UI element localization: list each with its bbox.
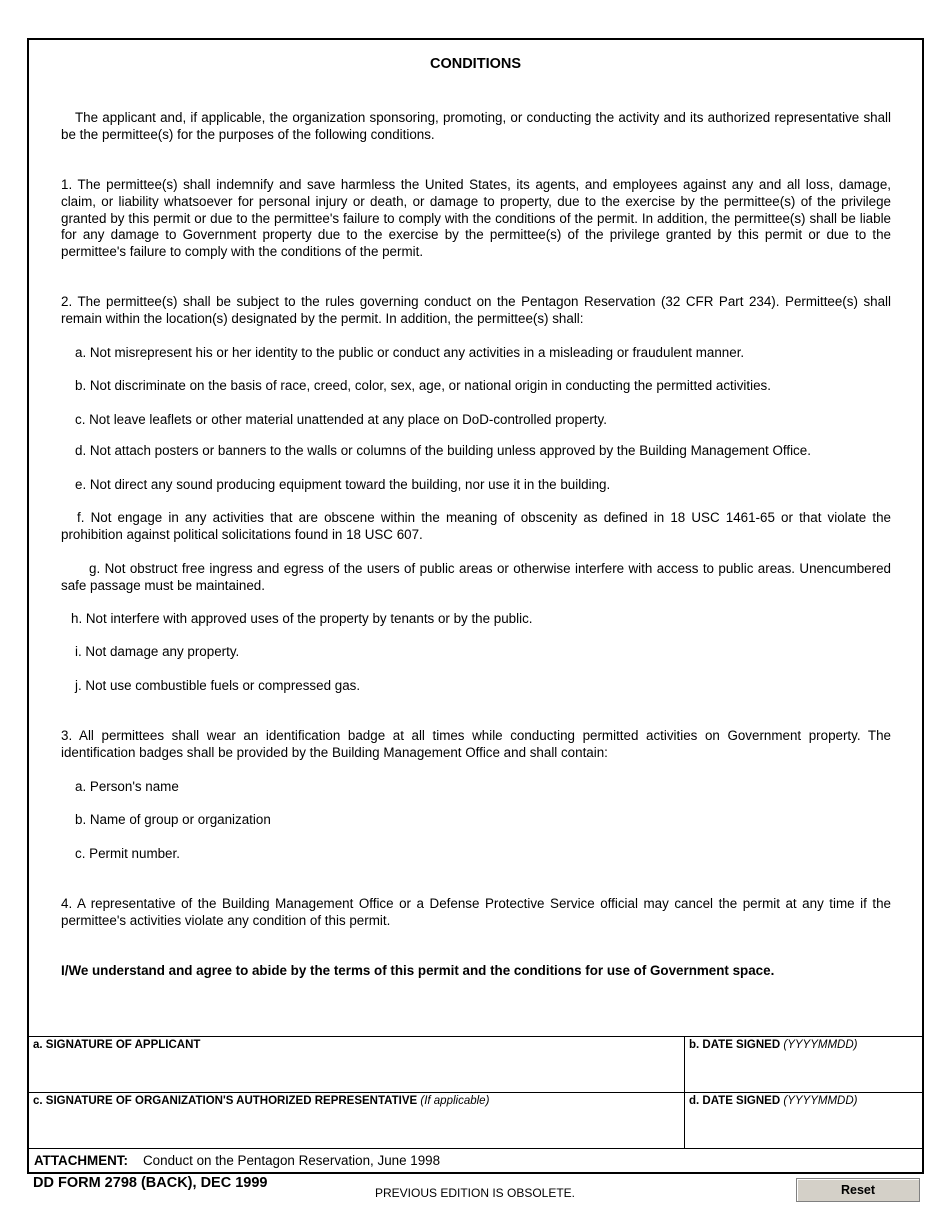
applicant-date-cell: [685, 1037, 922, 1092]
representative-date-field[interactable]: [689, 1111, 918, 1145]
form-identifier: DD FORM 2798 (BACK), DEC 1999: [33, 1175, 268, 1191]
applicant-signature-cell: [29, 1037, 685, 1092]
condition-3c: c. Permit number.: [75, 846, 180, 861]
applicant-signature-field[interactable]: [33, 1055, 680, 1089]
signature-row-representative: [29, 1092, 922, 1148]
representative-date-cell: [685, 1093, 922, 1148]
condition-4: 4. A representative of the Building Management Office or a Defense Protective Service official may cancel the permit at any time if the permittee's activities violate any condition of this permit.: [61, 896, 891, 928]
previous-edition-note: PREVIOUS EDITION IS OBSOLETE.: [374, 1186, 576, 1200]
signature-row-applicant: [29, 1036, 922, 1092]
representative-signature-cell: [29, 1093, 685, 1148]
attachment-row: [29, 1148, 922, 1173]
condition-2: 2. The permittee(s) shall be subject to the rules governing conduct on the Pentagon Reservation (32 CFR Part 234). Permittee(s) shall remain within the location(s) designated by the permit. In addition, the permittee(s) shall:: [61, 294, 891, 326]
attachment-label: ATTACHMENT:: [34, 1153, 128, 1168]
agreement-statement: I/We understand and agree to abide by the terms of this permit and the conditions for use of Government space.: [61, 963, 775, 978]
condition-1: 1. The permittee(s) shall indemnify and save harmless the United States, its agents, and employees against any and all loss, damage, claim, or liability whatsoever for personal injury or death, or damage to property, due to the exercise by the permittee(s) of the privilege granted by this permit or due to the permittee's failure to comply with the conditions of the permit. In addition, the permittee(s) shall be liable for any damage to Government property due to the exercise by the permittee(s) of the privilege granted by this permit or due to the permittee's failure to comply with the conditions of the permit.: [61, 177, 891, 260]
condition-2g: g. Not obstruct free ingress and egress of the users of public areas or otherwise interfere with access to public areas. Unencumbered safe passage must be maintained.: [61, 561, 891, 593]
reset-button[interactable]: Reset: [796, 1178, 920, 1202]
representative-date-label: d. DATE SIGNED (YYYYMMDD): [689, 1095, 858, 1107]
applicant-signature-label: a. SIGNATURE OF APPLICANT: [33, 1039, 201, 1051]
condition-2e: e. Not direct any sound producing equipment toward the building, nor use it in the building.: [75, 477, 611, 492]
condition-2c: c. Not leave leaflets or other material unattended at any place on DoD-controlled property.: [75, 412, 607, 427]
applicant-date-field[interactable]: [689, 1055, 918, 1089]
condition-2j: j. Not use combustible fuels or compressed gas.: [75, 678, 361, 693]
applicant-date-label: b. DATE SIGNED (YYYYMMDD): [689, 1039, 858, 1051]
condition-2b: b. Not discriminate on the basis of race, creed, color, sex, age, or national origin in conducting the permitted activities.: [75, 378, 771, 393]
condition-3a: a. Person's name: [75, 779, 179, 794]
attachment-text: Conduct on the Pentagon Reservation, June 1998: [143, 1153, 441, 1168]
condition-3: 3. All permittees shall wear an identification badge at all times while conducting permitted activities on Government property. The identification badges shall be provided by the Building Management Office and shall contain:: [61, 728, 891, 760]
intro-paragraph: The applicant and, if applicable, the organization sponsoring, promoting, or conducting the activity and its authorized representative shall be the permittee(s) for the purposes of the following conditions.: [61, 110, 891, 142]
condition-3b: b. Name of group or organization: [75, 812, 271, 827]
condition-2d: d. Not attach posters or banners to the walls or columns of the building unless approved by the Building Management Office.: [75, 443, 811, 458]
representative-signature-label: c. SIGNATURE OF ORGANIZATION'S AUTHORIZED REPRESENTATIVE (If applicable): [33, 1095, 490, 1107]
page-title: CONDITIONS: [429, 56, 522, 72]
condition-2a: a. Not misrepresent his or her identity to the public or conduct any activities in a misleading or fraudulent manner.: [75, 345, 745, 360]
condition-2i: i. Not damage any property.: [75, 644, 240, 659]
condition-2f: f. Not engage in any activities that are obscene within the meaning of obscenity as defined in 18 USC 1461-65 or that violate the prohibition against political solicitations found in 18 USC 607.: [61, 510, 891, 542]
representative-signature-field[interactable]: [33, 1111, 680, 1145]
form-frame: [27, 38, 924, 1174]
condition-2h: h. Not interfere with approved uses of the property by tenants or by the public.: [71, 611, 533, 626]
